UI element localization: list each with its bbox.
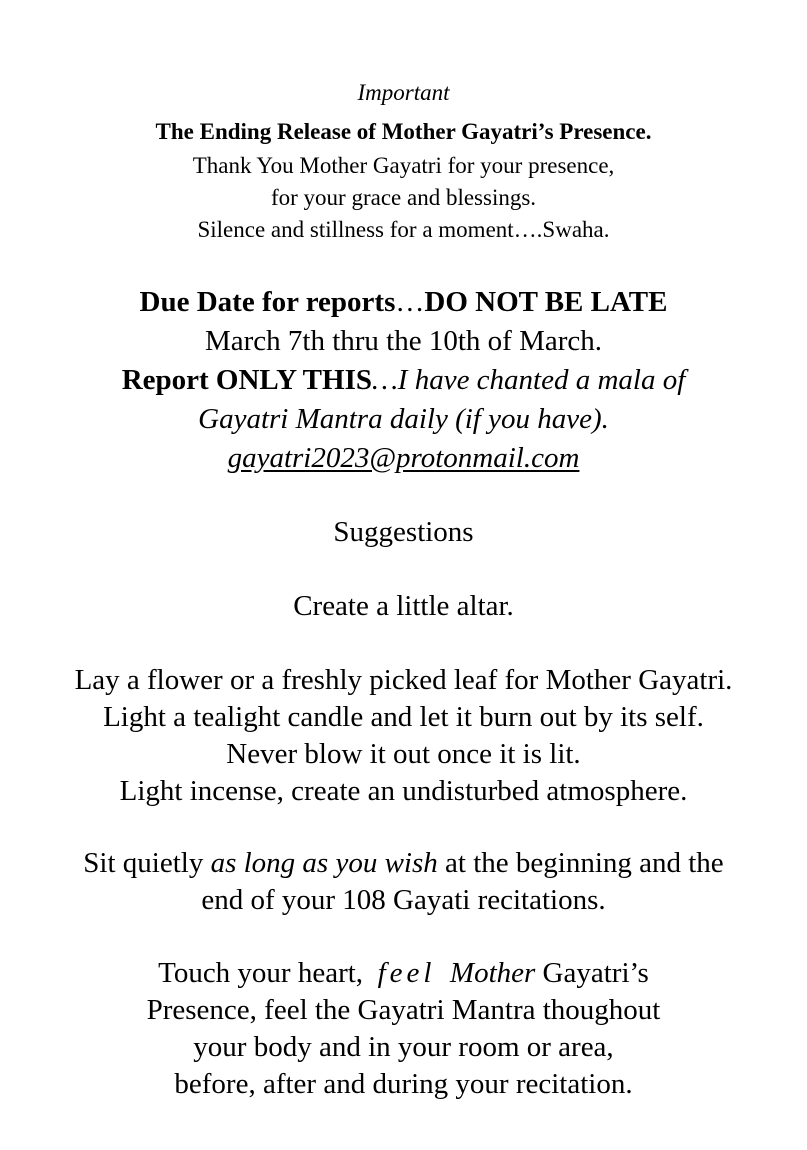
flower-offering-line: Lay a flower or a freshly picked leaf for Mother Gayatri. xyxy=(74,664,733,696)
due-date-label: Due Date for reports xyxy=(139,286,396,318)
sit-quietly-pre: Sit quietly xyxy=(83,847,211,879)
feel-emphasis: feel xyxy=(377,957,436,989)
recitations-line: end of your 108 Gayati recitations. xyxy=(201,884,606,916)
presence-feel-line: Presence, feel the Gayatri Mantra thoughout xyxy=(146,994,661,1026)
due-date-line xyxy=(0,288,807,317)
thank-you-line: Thank You Mother Gayatri for your presence, xyxy=(192,153,615,178)
altar-suggestion: Create a little altar. xyxy=(293,590,514,622)
important-label: Important xyxy=(357,80,450,105)
grace-blessings-line: for your grace and blessings. xyxy=(270,185,537,210)
report-only-label: Report ONLY THIS xyxy=(121,364,372,396)
sit-quietly-line xyxy=(0,849,807,878)
sit-quietly-post: at the beginning and the xyxy=(437,847,724,879)
do-not-be-late-warning: DO NOT BE LATE xyxy=(424,286,668,318)
touch-heart-pre: Touch your heart, xyxy=(158,957,378,989)
report-statement-part1: …I have chanted a mala of xyxy=(372,364,686,396)
due-date-ellipsis: … xyxy=(395,286,425,318)
report-statement-part2: Gayatri Mantra daily (if you have). xyxy=(198,403,609,435)
body-room-line: your body and in your room or area, xyxy=(193,1031,614,1063)
gayatri-post: Gayatri’s xyxy=(535,957,649,989)
report-only-line xyxy=(0,366,807,395)
silence-stillness-line: Silence and stillness for a moment….Swaha. xyxy=(197,217,610,242)
ending-release-title: The Ending Release of Mother Gayatri’s Presence. xyxy=(155,119,652,144)
never-blow-out-line: Never blow it out once it is lit. xyxy=(226,738,581,770)
before-after-line: before, after and during your recitation. xyxy=(174,1068,633,1100)
sit-quietly-emphasis: as long as you wish xyxy=(210,847,438,879)
touch-heart-line xyxy=(0,959,807,988)
mother-emphasis: Mother xyxy=(435,957,536,989)
incense-line: Light incense, create an undisturbed atmosphere. xyxy=(119,775,688,807)
due-dates-range: March 7th thru the 10th of March. xyxy=(204,325,603,357)
report-email-link[interactable]: gayatri2023@protonmail.com xyxy=(227,442,580,474)
suggestions-heading: Suggestions xyxy=(333,516,474,548)
tealight-candle-line: Light a tealight candle and let it burn out by its self. xyxy=(103,701,704,733)
